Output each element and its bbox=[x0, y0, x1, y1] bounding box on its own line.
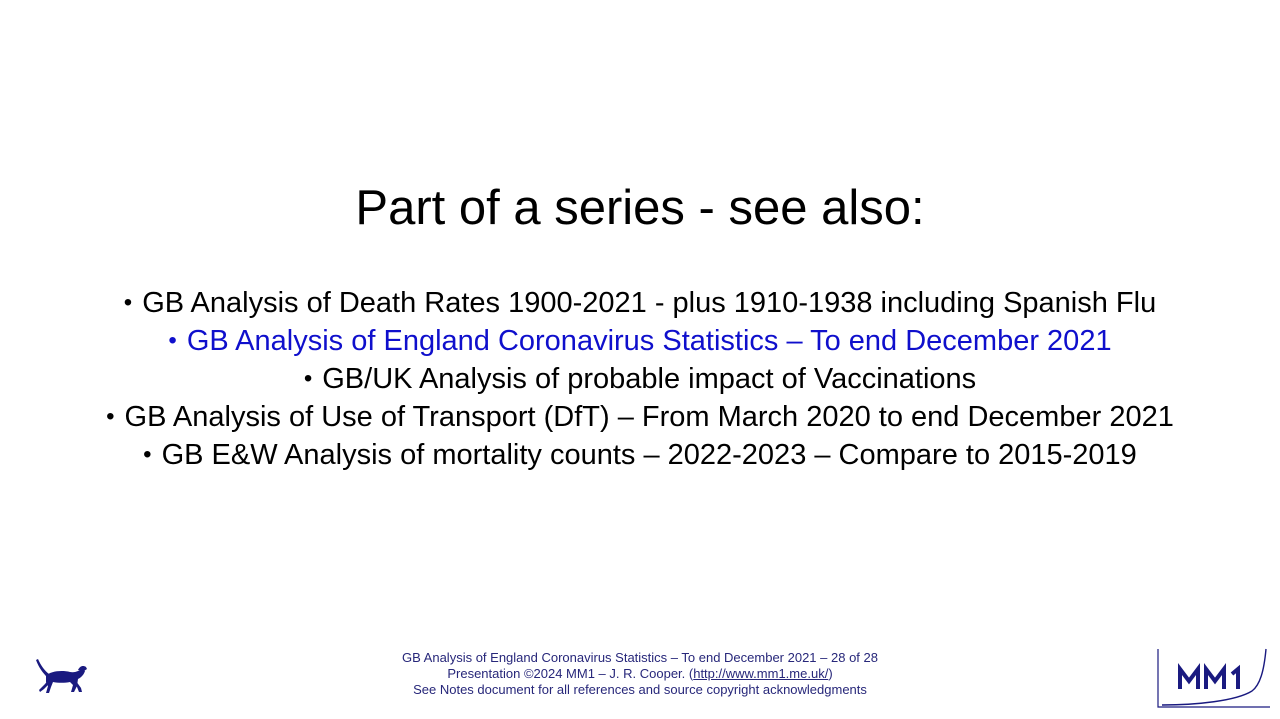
footer-copyright-prefix: Presentation ©2024 MM1 – J. R. Cooper. ( bbox=[447, 666, 694, 681]
series-item-death-rates[interactable] bbox=[0, 284, 1280, 322]
footer-copyright bbox=[0, 666, 1280, 682]
series-item-vaccinations[interactable] bbox=[0, 360, 1280, 398]
footer-title: GB Analysis of England Coronavirus Statistics – To end December 2021 – 28 of 28 bbox=[402, 650, 878, 665]
series-item-label: GB Analysis of Death Rates 1900-2021 - plus 1910-1938 including Spanish Flu bbox=[142, 287, 1157, 319]
series-item-label: GB Analysis of England Coronavirus Statistics – To end December 2021 bbox=[186, 325, 1112, 357]
series-item-label: GB E&W Analysis of mortality counts – 2022-2023 – Compare to 2015-2019 bbox=[161, 439, 1137, 471]
mm1-logo-icon bbox=[1156, 647, 1272, 709]
footer-copyright-suffix: ) bbox=[828, 666, 833, 681]
bullet-icon: • bbox=[123, 289, 133, 316]
series-item-transport[interactable] bbox=[0, 398, 1280, 436]
footer bbox=[0, 650, 1280, 698]
bullet-icon: • bbox=[106, 403, 115, 430]
series-item-mortality-counts[interactable] bbox=[0, 436, 1280, 474]
footer-website-link[interactable]: http://www.mm1.me.uk/ bbox=[693, 666, 829, 681]
footer-notes: See Notes document for all references and source copyright acknowledgments bbox=[413, 682, 867, 697]
bullet-icon: • bbox=[303, 365, 313, 392]
series-list bbox=[0, 284, 1280, 474]
slide-title: Part of a series - see also: bbox=[355, 181, 925, 235]
series-item-label: GB Analysis of Use of Transport (DfT) – From March 2020 to end December 2021 bbox=[124, 401, 1174, 433]
series-item-coronavirus-current[interactable] bbox=[0, 322, 1280, 360]
bullet-icon: • bbox=[143, 441, 152, 468]
bullet-icon: • bbox=[168, 327, 177, 354]
series-item-label: GB/UK Analysis of probable impact of Vaccinations bbox=[322, 363, 977, 395]
